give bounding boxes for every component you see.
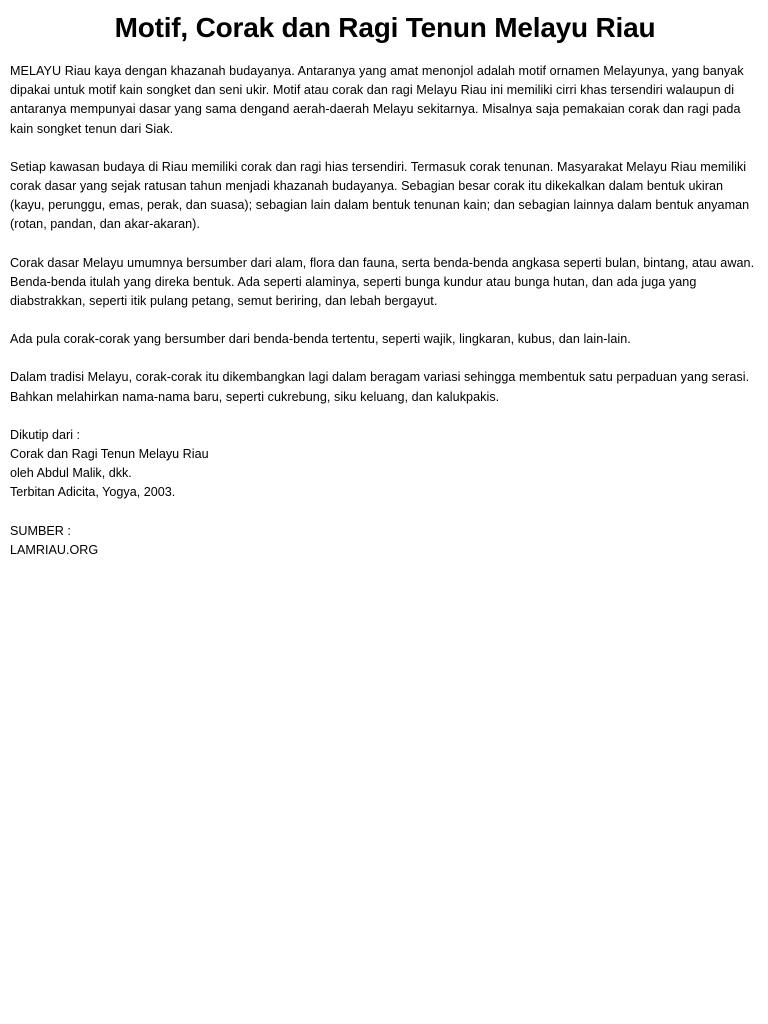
citation-book-title: Corak dan Ragi Tenun Melayu Riau [10, 447, 209, 462]
citation-author: oleh Abdul Malik, dkk. [10, 466, 132, 481]
paragraph-intro: MELAYU Riau kaya dengan khazanah budayanya. Antaranya yang amat menonjol adalah motif ornamen Melayunya, yang banyak dipakai untuk motif kain songket dan seni ukir. Motif atau corak dan ragi Melayu Riau ini memiliki cirri khas tersendiri walaupun di antaranya mempunyai dasar yang sama dengand aerah-daerah Melayu sekitarnya. Misalnya saja pemakaian corak dan ragi pada kain songket tenun dari Siak. [10, 64, 744, 136]
source-name: LAMRIAU.ORG [10, 542, 99, 557]
source-block [10, 522, 760, 560]
paragraph-object-patterns: Ada pula corak-corak yang bersumber dari benda-benda tertentu, seperti wajik, lingkaran, kubus, dan lain-lain. [10, 332, 631, 347]
citation-publisher: Terbitan Adicita, Yogya, 2003. [10, 485, 176, 500]
paragraph-basic-patterns: Corak dasar Melayu umumnya bersumber dari alam, flora dan fauna, serta benda-benda angkasa seperti bulan, bintang, atau awan. Benda-benda itulah yang direka bentuk. Ada seperti alaminya, seperti bunga kundur atau bunga hutan, dan ada juga yang diabstrakkan, seperti itik pulang petang, semut beriring, dan lebah bergayut. [10, 255, 755, 309]
paragraph-tradition: Dalam tradisi Melayu, corak-corak itu dikembangkan lagi dalam beragam variasi sehingga membentuk satu perpaduan yang serasi. Bahkan melahirkan nama-nama baru, seperti cukrebung, siku keluang, dan kalukpakis. [10, 370, 750, 404]
paragraph-cultural-areas: Setiap kawasan budaya di Riau memiliki corak dan ragi hias tersendiri. Termasuk corak tenunan. Masyarakat Melayu Riau memiliki corak dasar yang sejak ratusan tahun menjadi khazanah budayanya. Sebagian besar corak itu dikekalkan dalam bentuk ukiran (kayu, perunggu, emas, perak, dan suasa); sebagian lain dalam bentuk tenunan kain; dan sebagian lainnya dalam bentuk anyaman (rotan, pandan, dan akar-akaran). [10, 159, 750, 232]
citation-heading: Dikutip dari : [10, 427, 80, 442]
document-title: Motif, Corak dan Ragi Tenun Melayu Riau [114, 12, 656, 43]
document-body [10, 62, 760, 560]
citation-block [10, 426, 760, 503]
source-heading: SUMBER : [10, 523, 71, 538]
